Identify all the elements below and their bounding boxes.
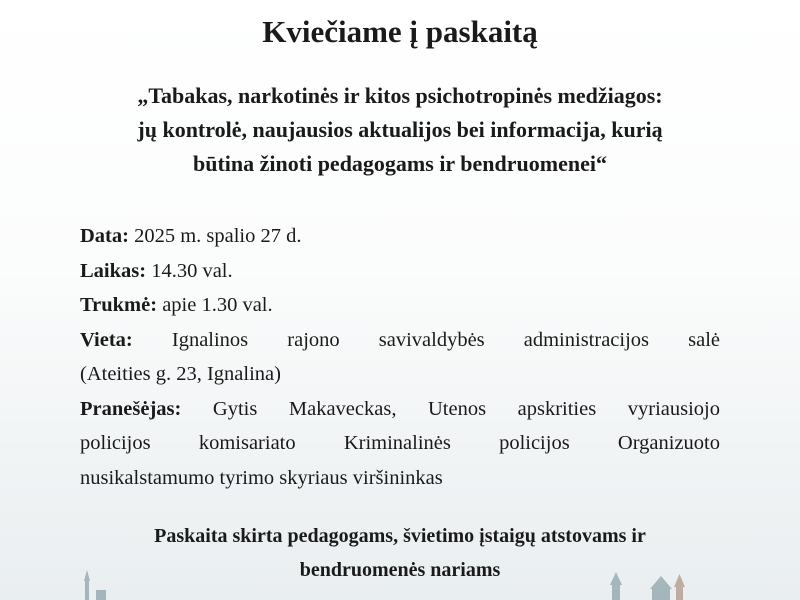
place-value: Ignalinos rajono savivaldybės administracijos salė <box>132 328 720 351</box>
time-label: Laikas: <box>80 259 147 282</box>
duration-row <box>80 288 720 323</box>
date-row <box>80 219 720 254</box>
town-skyline-decoration <box>0 570 800 600</box>
audience-line: bendruomenės nariams <box>299 559 501 581</box>
place-row <box>80 323 720 358</box>
speaker-label: Pranešėjas: <box>80 397 182 420</box>
speaker-position-end: nusikalstamumo tyrimo skyriaus viršininkas <box>80 466 443 489</box>
audience-line: Paskaita skirta pedagogams, švietimo įstaigų atstovams ir <box>154 525 646 547</box>
place-label: Vieta: <box>80 328 133 351</box>
time-row <box>80 254 720 289</box>
lecture-topic-line: jų kontrolė, naujausios aktualijos bei informacija, kurią <box>137 117 663 142</box>
speaker-position: policijos komisariato Kriminalinės policijos Organizuoto <box>80 432 720 454</box>
lecture-topic <box>60 79 740 181</box>
duration-label: Trukmė: <box>80 294 158 316</box>
time-value: 14.30 val. <box>146 259 233 282</box>
date-value: 2025 m. spalio 27 d. <box>128 225 302 247</box>
lecture-topic-line: būtina žinoti pedagogams ir bendruomenei“ <box>193 151 607 176</box>
event-details <box>80 219 720 495</box>
date-label: Data: <box>80 225 129 247</box>
page-title: Kviečiame į paskaitą <box>262 14 538 49</box>
place-address: (Ateities g. 23, Ignalina) <box>80 363 281 385</box>
speaker-row <box>80 392 720 427</box>
lecture-topic-line: „Tabakas, narkotinės ir kitos psichotropinės medžiagos: <box>137 83 663 108</box>
speaker-value: Gytis Makaveckas, Utenos apskrities vyriausiojo <box>181 397 720 420</box>
duration-value: apie 1.30 val. <box>157 294 273 316</box>
